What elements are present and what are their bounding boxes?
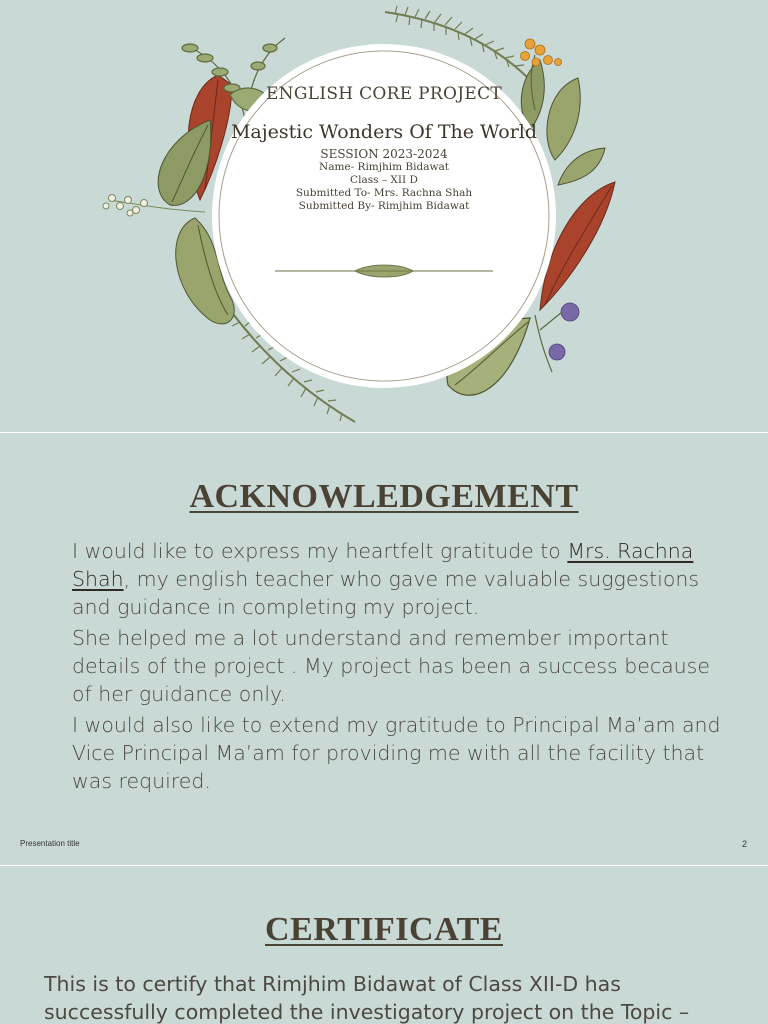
student-class: Class – XII D bbox=[350, 174, 418, 186]
submitted-to: Submitted To- Mrs. Rachna Shah bbox=[295, 187, 473, 199]
page-number: 2 bbox=[741, 839, 747, 849]
ack-paragraph-2: She helped me a lot understand and remember important details of the project . My project has been a success because of her guidance only. bbox=[72, 626, 710, 706]
project-title: ENGLISH CORE PROJECT bbox=[265, 84, 503, 104]
footer-presentation-title: Presentation title bbox=[20, 839, 80, 848]
student-name: Name- Rimjhim Bidawat bbox=[319, 161, 449, 173]
leaf-divider-icon bbox=[275, 262, 493, 280]
session-label: SESSION 2023-2024 bbox=[320, 147, 448, 161]
acknowledgement-slide bbox=[0, 433, 768, 865]
title-text-block bbox=[225, 84, 543, 213]
ack-paragraph-3: I would also like to extend my gratitude to Principal Ma’am and Vice Principal Ma’am for providing me with all the facility that was required. bbox=[72, 713, 721, 793]
teacher-name-link[interactable]: Mrs. Rachna Shah bbox=[72, 539, 694, 591]
acknowledgement-body bbox=[72, 537, 732, 798]
ack-text: , my english teacher who gave me valuable suggestions and guidance in completing my project. bbox=[72, 567, 700, 619]
ack-text: I would like to express my heartfelt gratitude to bbox=[72, 539, 568, 563]
purple-flowers-icon bbox=[540, 303, 579, 360]
submitted-by: Submitted By- Rimjhim Bidawat bbox=[298, 200, 470, 212]
botanical-wreath-illustration bbox=[0, 0, 768, 432]
acknowledgement-heading: ACKNOWLEDGEMENT bbox=[189, 478, 579, 515]
title-slide bbox=[0, 0, 768, 432]
main-title: Majestic Wonders Of The World bbox=[230, 121, 538, 143]
certificate-slide bbox=[0, 866, 768, 1024]
ack-paragraph-1 bbox=[72, 537, 732, 621]
green-leaf-right-icon bbox=[547, 78, 580, 160]
certificate-heading: CERTIFICATE bbox=[265, 911, 503, 948]
certificate-body: This is to certify that Rimjhim Bidawat of Class XII-D has successfully completed the investigatory project on the Topic – bbox=[44, 972, 690, 1024]
